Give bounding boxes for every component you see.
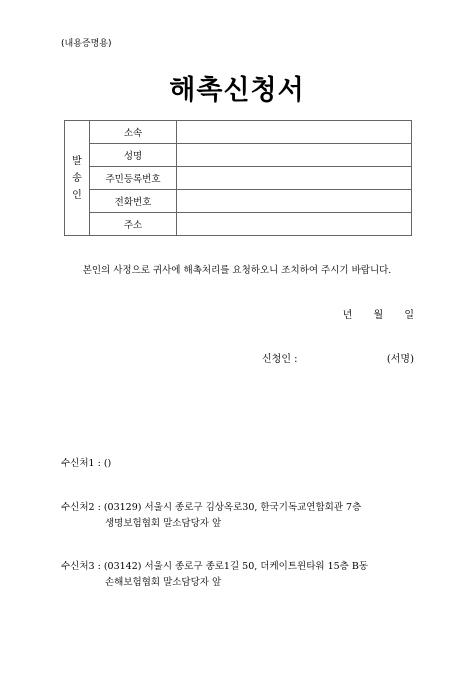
document-note: (내용증명용) [61,39,112,49]
field-phone[interactable] [177,190,412,213]
recipient-address: (03142) 서울시 종로구 종로1길 50, 더케이트윈타워 15층 B동 [103,561,369,572]
sender-row-affiliation [65,121,412,144]
applicant-label: 신청인 : [262,354,298,365]
sender-side-label [65,121,90,236]
label-resident-number: 주민등록번호 [90,167,177,190]
sender-info-table [64,120,412,236]
request-text: 본인의 사정으로 귀사에 해촉처리를 요청하오니 조치하여 주시기 바랍니다. [82,265,392,276]
field-name[interactable] [177,144,412,167]
date-month: 월 [373,310,384,321]
recipient-address: (03129) 서울시 종로구 김상옥로30, 한국기독교연합회관 7층 [103,502,362,513]
label-phone: 전화번호 [90,190,177,213]
label-name: 성명 [90,144,177,167]
document-title: 해촉신청서 [169,75,305,106]
sender-side-char: 인 [72,189,82,201]
recipient-3 [61,559,368,591]
date-line [325,306,414,321]
sender-row-resident-number [65,167,412,190]
applicant-line [262,350,414,365]
recipient-2 [61,500,361,532]
recipient-prefix: 수신처3 : [61,561,101,572]
sender-side-char: 송 [72,172,82,184]
label-affiliation: 소속 [90,121,177,144]
sender-row-name [65,144,412,167]
recipient-prefix: 수신처1 : [61,458,101,469]
field-affiliation[interactable] [177,121,412,144]
recipient-attention: 생명보험협회 말소담당자 앞 [105,518,222,529]
applicant-signature: (서명) [386,354,414,365]
field-address[interactable] [177,213,412,236]
recipient-attention: 손해보험협회 말소담당자 앞 [105,577,222,588]
label-address: 주소 [90,213,177,236]
sender-side-char: 발 [72,155,82,167]
sender-row-phone [65,190,412,213]
date-year: 년 [342,310,353,321]
sender-row-address [65,213,412,236]
field-resident-number[interactable] [177,167,412,190]
recipient-1 [61,456,111,472]
date-day: 일 [404,310,414,321]
recipient-address: () [103,458,112,469]
recipient-prefix: 수신처2 : [61,502,101,513]
